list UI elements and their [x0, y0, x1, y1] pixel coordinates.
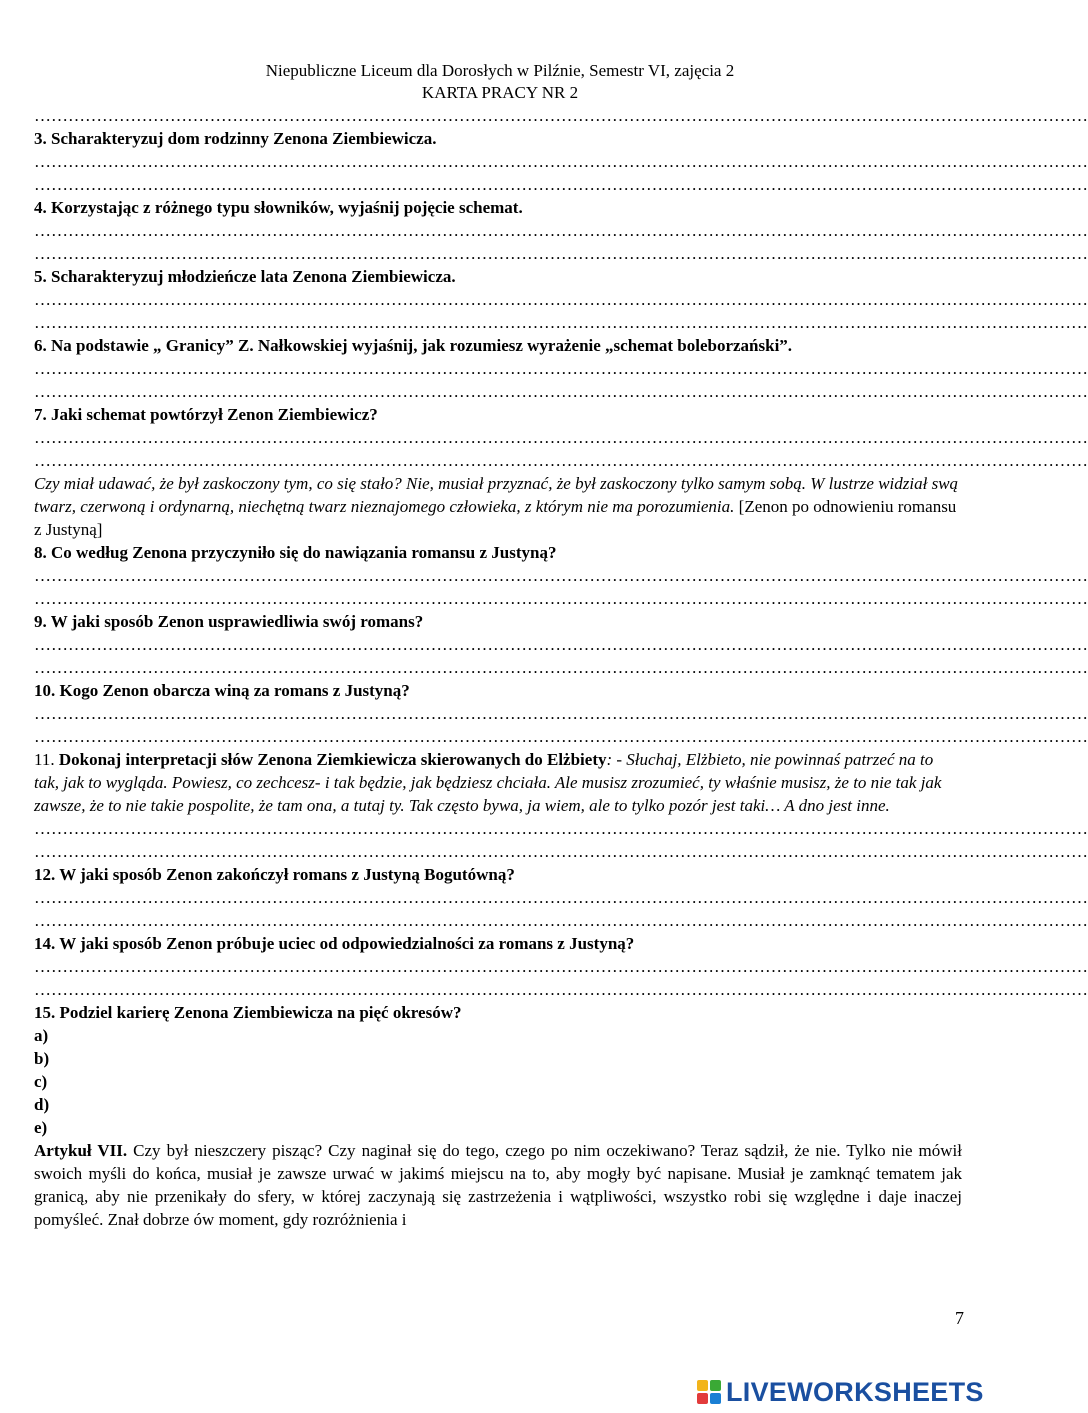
answer-line[interactable]: …………………………………………………………………………………………………………………………………………………………………… [34, 175, 1088, 194]
answer-line[interactable]: …………………………………………………………………………………………………………………………………………………………………… [34, 957, 1088, 976]
answer-line[interactable]: …………………………………………………………………………………………………………………………………………………………………… [34, 727, 1088, 746]
answer-line[interactable]: …………………………………………………………………………………………………………………………………………………………………… [34, 819, 1088, 838]
question-5: 5. Scharakteryzuj młodzieńcze lata Zenona Ziembiewicza. [34, 267, 456, 286]
question-12: 12. W jaki sposób Zenon zakończył romans z Justyną Bogutówną? [34, 865, 515, 884]
school-title: Niepubliczne Liceum dla Dorosłych w Pilźnie, Semestr VI, zajęcia 2 [265, 61, 735, 80]
answer-line[interactable]: …………………………………………………………………………………………………………………………………………………………………… [34, 842, 1088, 861]
answer-line[interactable]: …………………………………………………………………………………………………………………………………………………………………… [34, 359, 1088, 378]
logo-text: LIVEWORKSHEETS [726, 1376, 984, 1407]
question-11-prompt: Dokonaj interpretacji słów Zenona Ziemkiewicza skierowanych do Elżbiety [58, 750, 607, 769]
option-d: d) [34, 1095, 50, 1114]
question-8: 8. Co według Zenona przyczyniło się do nawiązania romansu z Justyną? [34, 543, 557, 562]
option-c: c) [34, 1072, 48, 1091]
logo-square-blue [710, 1393, 721, 1404]
quote-text: Czy miał udawać, że był zaskoczony tym, co się stało? Nie, musiał przyznać, że był zaskoczony tylko samym sobą. W lustrze widział swą twarz, czerwoną i ordynarną, niechętną twarz nieznajomego człowieka, z którym nie ma porozumienia. [34, 474, 959, 516]
logo-square-red [697, 1393, 708, 1404]
worksheet-title: KARTA PRACY NR 2 [421, 83, 579, 102]
question-4: 4. Korzystając z różnego typu słowników, wyjaśnij pojęcie schemat. [34, 198, 523, 217]
answer-line[interactable]: …………………………………………………………………………………………………………………………………………………………………… [34, 106, 1088, 125]
answer-line[interactable]: …………………………………………………………………………………………………………………………………………………………………… [34, 451, 1088, 470]
page-number: 7 [955, 1308, 964, 1328]
question-7: 7. Jaki schemat powtórzył Zenon Ziembiewicz? [34, 405, 378, 424]
question-11 [34, 748, 962, 817]
question-6: 6. Na podstawie „ Granicy” Z. Nałkowskiej wyjaśnij, jak rozumiesz wyrażenie „schemat boleborzański”. [34, 336, 793, 355]
question-9: 9. W jaki sposób Zenon usprawiedliwia swój romans? [34, 612, 424, 631]
answer-line[interactable]: …………………………………………………………………………………………………………………………………………………………………… [34, 704, 1088, 723]
question-14: 14. W jaki sposób Zenon próbuje uciec od odpowiedzialności za romans z Justyną? [34, 934, 635, 953]
answer-line[interactable]: …………………………………………………………………………………………………………………………………………………………………… [34, 428, 1088, 447]
option-e: e) [34, 1118, 48, 1137]
page-header [0, 60, 1000, 104]
logo-icon [697, 1380, 721, 1404]
answer-line[interactable]: …………………………………………………………………………………………………………………………………………………………………… [34, 152, 1088, 171]
answer-line[interactable]: …………………………………………………………………………………………………………………………………………………………………… [34, 911, 1088, 930]
answer-line[interactable]: …………………………………………………………………………………………………………………………………………………………………… [34, 980, 1088, 999]
question-15: 15. Podziel karierę Zenona Ziembiewicza na pięć okresów? [34, 1003, 462, 1022]
answer-line[interactable]: …………………………………………………………………………………………………………………………………………………………………… [34, 635, 1088, 654]
answer-line[interactable]: …………………………………………………………………………………………………………………………………………………………………… [34, 290, 1088, 309]
answer-line[interactable]: …………………………………………………………………………………………………………………………………………………………………… [34, 888, 1088, 907]
answer-line[interactable]: …………………………………………………………………………………………………………………………………………………………………… [34, 589, 1088, 608]
liveworksheets-logo[interactable] [697, 1377, 984, 1407]
question-10: 10. Kogo Zenon obarcza winą za romans z Justyną? [34, 681, 410, 700]
quote-note: [Zenon po odnowieniu romansu z Justyną] [34, 497, 957, 539]
logo-square-yellow [697, 1380, 708, 1391]
logo-square-green [710, 1380, 721, 1391]
article-passage [34, 1139, 962, 1231]
answer-line[interactable]: …………………………………………………………………………………………………………………………………………………………………… [34, 244, 1088, 263]
quote-passage [34, 472, 962, 541]
question-3: 3. Scharakteryzuj dom rodzinny Zenona Ziembiewicza. [34, 129, 437, 148]
answer-line[interactable]: …………………………………………………………………………………………………………………………………………………………………… [34, 382, 1088, 401]
option-b: b) [34, 1049, 50, 1068]
question-11-quote: : - Słuchaj, Elżbieto, nie powinnaś patrzeć na to tak, jak to wygląda. Powiesz, co zechcesz- i tak będzie, jak będziesz chciała. Ale musisz zrozumieć, ty właśnie musisz, że to nie tak jak zawsze, że to nie takie pospolite, że tam ona, a tutaj ty. Tak często bywa, ja wiem, ale to tylko pozór jest taki… A dno jest inne. [34, 750, 942, 815]
answer-line[interactable]: …………………………………………………………………………………………………………………………………………………………………… [34, 313, 1088, 332]
answer-line[interactable]: …………………………………………………………………………………………………………………………………………………………………… [34, 221, 1088, 240]
worksheet-body [34, 104, 1088, 1231]
article-label: Artykuł VII. [34, 1141, 128, 1160]
answer-line[interactable]: …………………………………………………………………………………………………………………………………………………………………… [34, 566, 1088, 585]
question-11-number: 11. [34, 750, 59, 769]
article-text: Czy był nieszczery pisząc? Czy naginał się do tego, czego po nim oczekiwano? Teraz sądził, że nie. Tylko nie mówił swoich myśli do końca, musiał je zawsze urwać w jakimś miejscu na to, aby mogły być napisane. Musiał je zamknąć tematem jak granicą, aby nie przenikały do sfery, w której zaczynają się zastrzeżenia i wątpliwości, wszystko robi się względne i daje inaczej pomyśleć. Znał dobrze ów moment, gdy rozróżnienia i [34, 1141, 962, 1229]
answer-line[interactable]: …………………………………………………………………………………………………………………………………………………………………… [34, 658, 1088, 677]
option-a: a) [34, 1026, 49, 1045]
